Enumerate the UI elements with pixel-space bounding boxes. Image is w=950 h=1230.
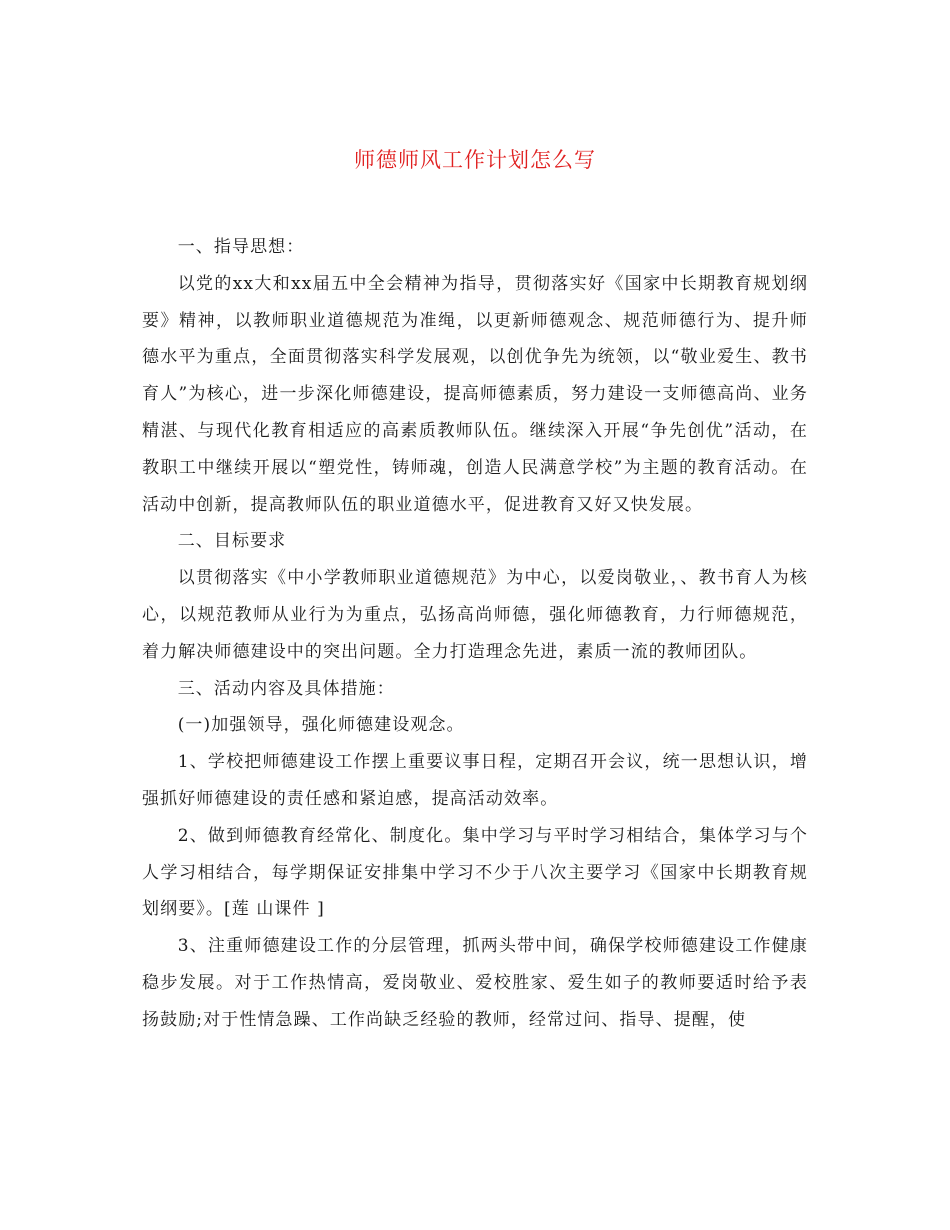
list-item-3: 3、注重师德建设工作的分层管理，抓两头带中间，确保学校师德建设工作健康稳步发展。对于工作热情高，爱岗敬业、爱校胜家、爱生如子的教师要适时给予表扬鼓励;对于性情急躁、工作尚缺乏经验的教师，经常过问、指导、提醒，使 [142,936,808,1030]
section-heading-activities: 三、活动内容及具体措施： [177,678,395,699]
section-heading-guiding-ideology: 一、指导思想： [177,237,305,257]
paragraph-guiding-ideology: 以党的xx大和xx届五中全会精神为指导，贯彻落实好《国家中长期教育规划纲要》精神，以教师职业道德规范为准绳，以更新师德观念、规范师德行为、提升师德水平为重点，全面贯彻落实科学发展观，以创优争先为统领，以“敬业爱生、教书育人”为核心，进一步深化师德建设，提高师德素质，努力建设一支师德高尚、业务精湛、与现代化教育相适应的高素质教师队伍。继续深入开展“争先创优”活动，在教职工中继续开展以“塑党性，铸师魂，创造人民满意学校”为主题的教育活动。在活动中创新，提高教师队伍的职业道德水平，促进教育又好又快发展。 [142,273,808,515]
list-item-2: 2、做到师德教育经常化、制度化。集中学习与平时学习相结合，集体学习与个人学习相结合，每学期保证安排集中学习不少于八次主要学习《国家中长期教育规划纲要》。[莲 山课件 ] [142,825,808,920]
document-title: 师德师风工作计划怎么写 [354,148,596,172]
section-heading-goals: 二、目标要求 [177,531,287,552]
subheading-leadership: (一)加强领导，强化师德建设观念。 [177,715,465,736]
document-body [142,229,808,1039]
list-item-1: 1、学校把师德建设工作摆上重要议事日程，定期召开会议，统一思想认识，增强抓好师德建设的责任感和紧迫感，提高活动效率。 [142,752,808,809]
paragraph-goals: 以贯彻落实《中小学教师职业道德规范》为中心，以爱岗敬业，、教书育人为核心，以规范教师从业行为为重点，弘扬高尚师德，强化师德教育，力行师德规范，着力解决师德建设中的突出问题。全力打造理念先进，素质一流的教师团队。 [142,568,808,662]
